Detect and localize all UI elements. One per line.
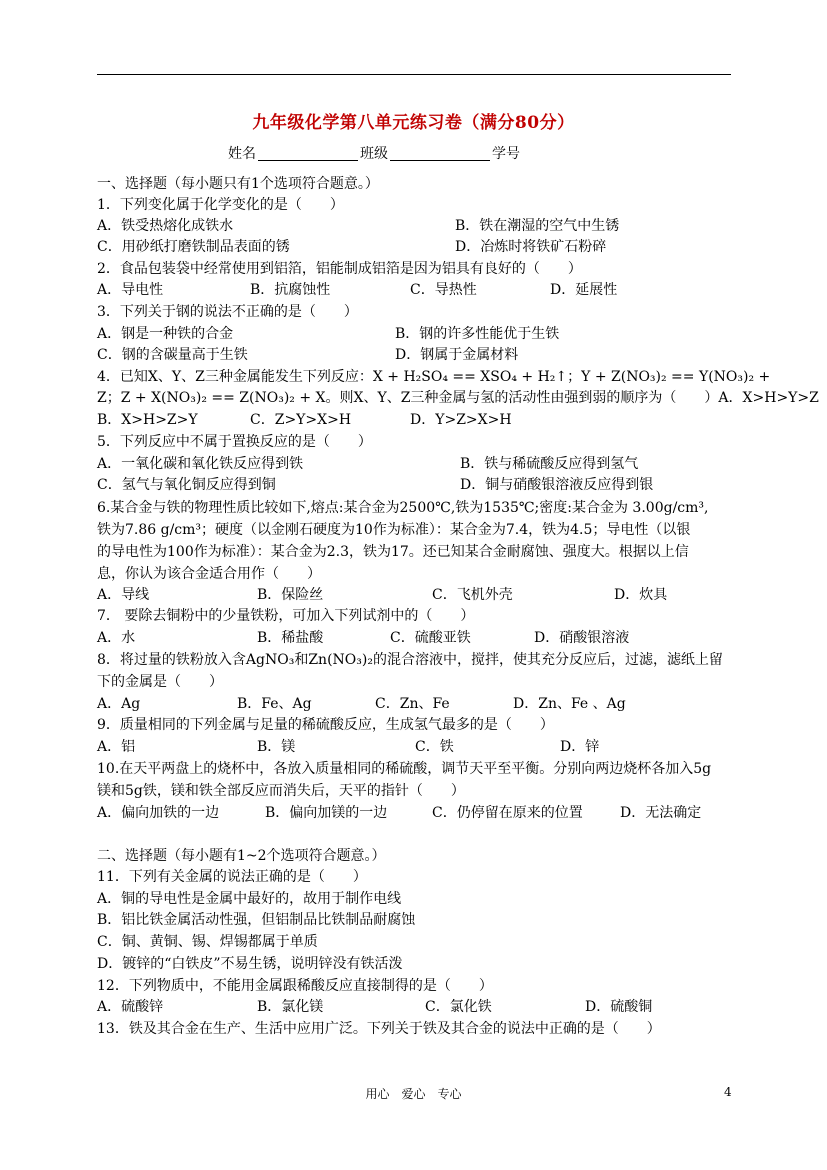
text-line: D．镀锌的“白铁皮”不易生锈，说明锌没有铁活泼	[97, 956, 403, 972]
answer-option: B．抗腐蚀性	[250, 282, 331, 298]
option-row	[97, 237, 737, 257]
text-line: 3．下列关于钢的说法不正确的是（ ）	[97, 304, 358, 320]
answer-option: B．保险丝	[257, 587, 324, 603]
text-line: 下的金属是（ ）	[97, 674, 223, 690]
answer-option: B．钢的许多性能优于生铁	[395, 326, 560, 342]
answer-option: D．钢属于金属材料	[395, 347, 519, 363]
page-title: 九年级化学第八单元练习卷（满分80分）	[252, 113, 575, 133]
text-line: 7． 要除去铜粉中的少量铁粉，可加入下列试剂中的（ ）	[97, 608, 475, 624]
answer-option: D．硫酸铜	[585, 999, 653, 1015]
answer-option: A．Ag	[97, 696, 141, 712]
header-rule	[97, 74, 731, 75]
text-line: 8．将过量的铁粉放入含AgNO₃和Zn(NO₃)₂的混合溶液中，搅拌，使其充分反应后，过滤，滤纸上留	[97, 652, 723, 668]
option-row	[97, 280, 737, 300]
option-row	[97, 475, 737, 495]
text-line: 9．质量相同的下列金属与足量的稀硫酸反应，生成氢气最多的是（ ）	[97, 717, 554, 733]
answer-option: C．氢气与氧化铜反应得到铜	[97, 477, 276, 493]
answer-option: B．铁与稀硫酸反应得到氢气	[460, 456, 639, 472]
answer-option: C．飞机外壳	[432, 587, 513, 603]
text-line: 10.在天平两盘上的烧杯中，各放入质量相同的稀硫酸，调节天平至平衡。分别向两边烧杯各加入5g	[97, 761, 712, 777]
answer-option: C．仍停留在原来的位置	[432, 805, 583, 821]
option-row	[97, 345, 737, 365]
option-row	[97, 803, 737, 823]
answer-option: A．水	[97, 630, 136, 646]
text-line: 二、选择题（每小题有1~2个选项符合题意。）	[97, 848, 386, 864]
answer-option: D．延展性	[550, 282, 618, 298]
answer-option: D．铜与硝酸银溶液反应得到银	[460, 477, 654, 493]
text-line: C．铜、黄铜、锡、焊锡都属于单质	[97, 934, 318, 950]
answer-option: C．氯化铁	[425, 999, 492, 1015]
class-blank[interactable]	[390, 146, 490, 161]
answer-option: C．用砂纸打磨铁制品表面的锈	[97, 239, 290, 255]
text-line: A．铜的导电性是金属中最好的，故用于制作电线	[97, 891, 402, 907]
option-row	[97, 628, 737, 648]
option-row	[97, 694, 737, 714]
answer-option: D．炊具	[614, 587, 668, 603]
option-row	[97, 410, 737, 430]
answer-option: A．一氧化碳和氧化铁反应得到铁	[97, 456, 304, 472]
answer-option: A．偏向加铁的一边	[97, 805, 220, 821]
text-line: 12．下列物质中，不能用金属跟稀酸反应直接制得的是（ ）	[97, 978, 493, 994]
text-line: 2．食品包装袋中经常使用到铝箔，铝能制成铝箔是因为铝具有良好的（ ）	[97, 261, 582, 277]
answer-option: A．硫酸锌	[97, 999, 164, 1015]
answer-option: B．氯化镁	[257, 999, 324, 1015]
answer-option: D．无法确定	[620, 805, 702, 821]
text-line: 5．下列反应中不属于置换反应的是（ ）	[97, 434, 372, 450]
answer-option: D．硝酸银溶液	[534, 630, 630, 646]
page-number: 4	[724, 1085, 732, 1099]
answer-option: A．导线	[97, 587, 150, 603]
name-blank[interactable]	[258, 146, 358, 161]
answer-option: C．钢的含碳量高于生铁	[97, 347, 248, 363]
text-line: 的导电性为100作为标准）：某合金为2.3，铁为17。还已知某合金耐腐蚀、强度大。根据以上信	[97, 544, 689, 560]
text-line: 11．下列有关金属的说法正确的是（ ）	[97, 869, 367, 885]
answer-option: C．导热性	[410, 282, 477, 298]
answer-option: C．硫酸亚铁	[390, 630, 471, 646]
answer-option: B．铁在潮湿的空气中生锈	[455, 218, 620, 234]
option-row	[97, 585, 737, 605]
text-line: 13．铁及其合金在生产、生活中应用广泛。下列关于铁及其合金的说法中正确的是（ ）	[97, 1021, 661, 1037]
answer-option: B．Fe、Ag	[237, 696, 312, 712]
answer-option: B．X>H>Z>Y	[97, 412, 198, 428]
text-line: 4．已知X、Y、Z三种金属能发生下列反应：X + H₂SO₄ == XSO₄ + H₂↑；Y + Z(NO₃)₂ == Y(NO₃)₂ +	[97, 369, 771, 385]
text-line: 一、选择题（每小题只有1个选项符合题意。）	[97, 176, 379, 192]
answer-option: C．Z>Y>X>H	[250, 412, 352, 428]
answer-option: C．Zn、Fe	[375, 696, 450, 712]
answer-option: D．冶炼时将铁矿石粉碎	[455, 239, 607, 255]
text-line: 息，你认为该合金适合用作（ ）	[97, 566, 321, 582]
text-line: 镁和5g铁，镁和铁全部反应而消失后，天平的指针（ ）	[97, 783, 465, 799]
text-line: B．铝比铁金属活动性强，但铝制品比铁制品耐腐蚀	[97, 912, 416, 928]
option-row	[97, 216, 737, 236]
option-row	[97, 324, 737, 344]
answer-option: D．锌	[560, 739, 600, 755]
student-info	[228, 143, 520, 163]
answer-option: C．铁	[415, 739, 454, 755]
class-label: 班级	[360, 146, 388, 162]
answer-option: A．铝	[97, 739, 136, 755]
text-line: 1．下列变化属于化学变化的是（ ）	[97, 197, 344, 213]
answer-option: A．铁受热熔化成铁水	[97, 218, 234, 234]
answer-option: B．稀盐酸	[257, 630, 324, 646]
option-row	[97, 997, 737, 1017]
answer-option: D．Zn、Fe 、Ag	[513, 696, 626, 712]
answer-option: B．镁	[257, 739, 296, 755]
name-label: 姓名	[228, 146, 256, 162]
text-line: 6.某合金与铁的物理性质比较如下,熔点:某合金为2500℃,铁为1535℃;密度:某合金为 3.00g/cm³,	[97, 500, 709, 516]
option-row	[97, 454, 737, 474]
answer-option: D．Y>Z>X>H	[410, 412, 512, 428]
id-label: 学号	[492, 146, 520, 162]
footer-slogan: 用心 爱心 专心	[365, 1087, 462, 1101]
text-line: 铁为7.86 g/cm³；硬度（以金刚石硬度为10作为标准）：某合金为7.4，铁为4.5；导电性（以银	[97, 522, 691, 538]
answer-option: B．偏向加镁的一边	[265, 805, 388, 821]
text-line: Z；Z + X(NO₃)₂ == Z(NO₃)₂ + X。则X、Y、Z三种金属与氢的活动性由强到弱的顺序为（ ）A．X>H>Y>Z	[97, 390, 819, 406]
answer-option: A．钢是一种铁的合金	[97, 326, 234, 342]
answer-option: A．导电性	[97, 282, 164, 298]
option-row	[97, 737, 737, 757]
